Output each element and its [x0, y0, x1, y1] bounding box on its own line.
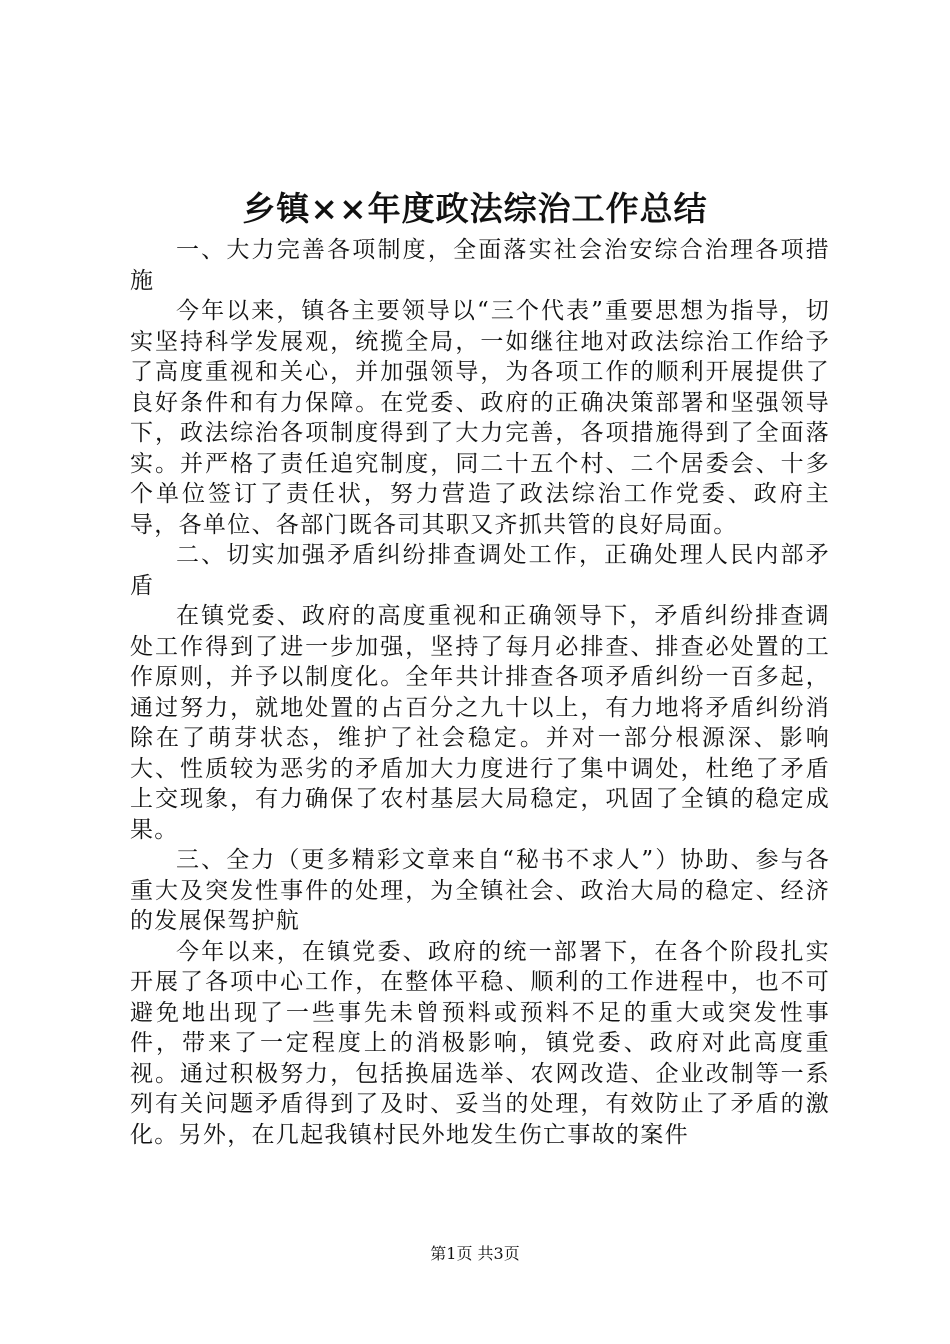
- paragraph-1: 今年以来，镇各主要领导以“三个代表”重要思想为指导，切实坚持科学发展观，统揽全局，一如继往地对政法综治工作给予了高度重视和关心，并加强领导，为各项工作的顺利开展提供了良好条件和有力保障。在党委、政府的正确决策部署和坚强领导下，政法综治各项制度得到了大力完善，各项措施得到了全面落实。并严格了责任追究制度，同二十五个村、二个居委会、十多个单位签订了责任状，努力营造了政法综治工作党委、政府主导，各单位、各部门既各司其职又齐抓共管的良好局面。: [130, 298, 830, 538]
- section-heading-1: 一、大力完善各项制度，全面落实社会治安综合治理各项措施: [130, 237, 830, 294]
- document-body: [130, 235, 830, 1150]
- section-heading-2: 二、切实加强矛盾纠纷排查调处工作，正确处理人民内部矛盾: [130, 542, 830, 599]
- paragraph-3: 今年以来，在镇党委、政府的统一部署下，在各个阶段扎实开展了各项中心工作，在整体平稳、顺利的工作进程中，也不可避免地出现了一些事先未曾预料或预料不足的重大或突发性事件，带来了一定程度上的消极影响，镇党委、政府对此高度重视。通过积极努力，包括换届选举、农网改造、企业改制等一系列有关问题矛盾得到了及时、妥当的处理，有效防止了矛盾的激化。另外，在几起我镇村民外地发生伤亡事故的案件: [130, 938, 830, 1148]
- page-footer: 第1页 共3页: [430, 1244, 520, 1263]
- document-title: 乡镇××年度政法综治工作总结: [242, 189, 708, 228]
- section-heading-3: 三、全力（更多精彩文章来自“秘书不求人”）协助、参与各重大及突发性事件的处理，为全镇社会、政治大局的稳定、经济的发展保驾护航: [130, 847, 830, 934]
- paragraph-2: 在镇党委、政府的高度重视和正确领导下，矛盾纠纷排查调处工作得到了进一步加强，坚持了每月必排查、排查必处置的工作原则，并予以制度化。全年共计排查各项矛盾纠纷一百多起，通过努力，就地处置的占百分之九十以上，有力地将矛盾纠纷消除在了萌芽状态，维护了社会稳定。并对一部分根源深、影响大、性质较为恶劣的矛盾加大力度进行了集中调处，杜绝了矛盾上交现象，有力确保了农村基层大局稳定，巩固了全镇的稳定成果。: [130, 603, 830, 843]
